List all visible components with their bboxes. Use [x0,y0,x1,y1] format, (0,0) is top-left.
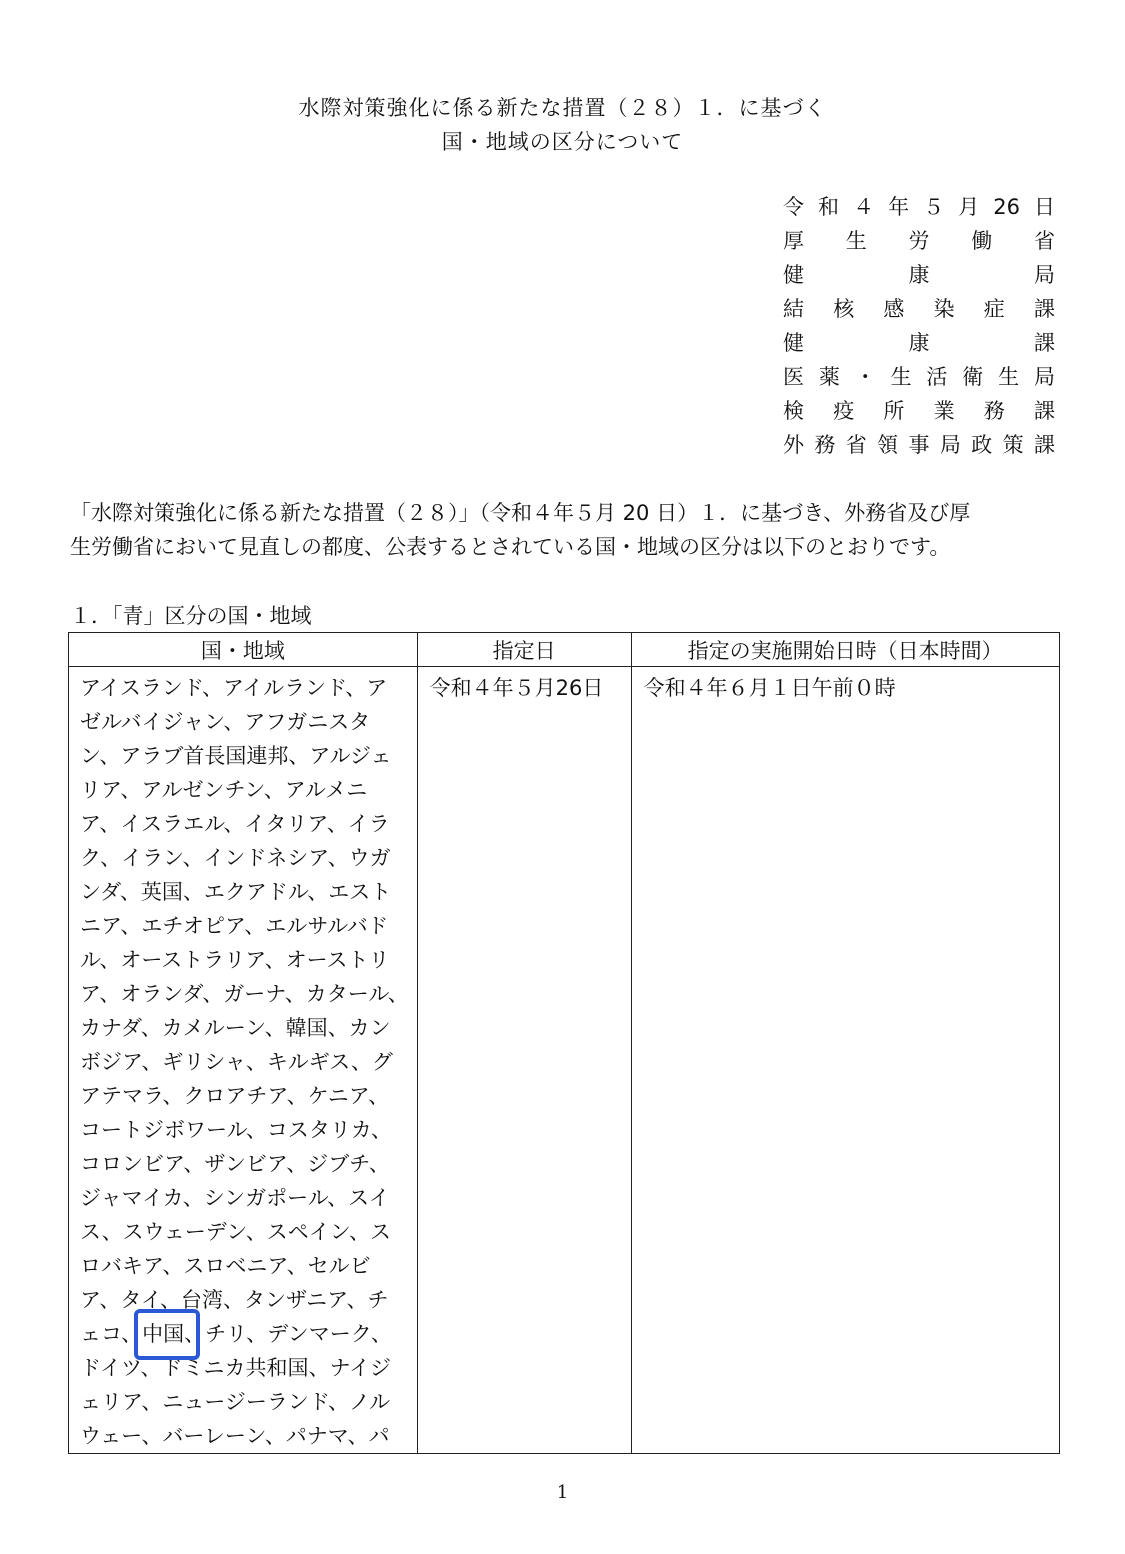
country-list-line: ニア、エチオピア、エルサルバド [80,914,389,938]
country-list [69,667,417,1453]
header-designation-date: 指定日 [417,633,631,667]
issuer-tb-division: 結核感染症課 [783,297,1055,321]
issue-date: 令和４年５月26日 [783,195,1055,219]
designation-date-cell [417,667,631,1454]
header-start-datetime: 指定の実施開始日時（日本時間） [631,633,1059,667]
issuer-health-bureau: 健康局 [783,263,1055,287]
country-list-line: ウェー、バーレーン、パナマ、パ [80,1424,390,1448]
country-list-line: コートジボワール、コスタリカ、 [80,1118,392,1142]
country-list-cell [69,667,418,1454]
section-heading: １．「青」区分の国・地域 [70,604,312,628]
country-list-line: ゼルバイジャン、アフガニスタ [80,710,371,734]
country-list-line: ア、タイ、台湾、タンザニア、チ [80,1288,389,1312]
country-list-line: リア、アルゼンチン、アルメニ [80,778,368,802]
country-list-line: ンダ、英国、エクアドル、エスト [80,880,392,904]
page-number: 1 [556,1482,569,1503]
country-list-line: ェコ、中国、チリ、デンマーク、 [80,1322,392,1346]
designation-date: 令和４年５月26日 [429,676,604,700]
issuer-mofa-division: 外務省領事局政策課 [783,433,1055,457]
country-list-line: ボジア、ギリシャ、キルギス、グ [80,1050,393,1074]
intro-line-1: 「水際対策強化に係る新たな措置（２８）」（令和４年５月 20 日）１．に基づき、外務省及び厚 [70,501,971,525]
country-list-line: ア、オランダ、ガーナ、カタール、 [80,982,409,1006]
country-list-line: ロバキア、スロベニア、セルビ [80,1254,371,1278]
header-country-region: 国・地域 [69,633,418,667]
issuer-quarantine-division: 検疫所業務課 [783,399,1055,423]
country-list-line: ジャマイカ、シンガポール、スイ [80,1186,390,1210]
document-title-line-1: 水際対策強化に係る新たな措置（２８）１．に基づく [298,96,827,120]
issuer-ministry-health: 厚生労働省 [783,229,1055,253]
start-datetime-cell [631,667,1059,1454]
issuer-pharma-bureau: 医薬・生活衛生局 [783,365,1055,389]
country-list-line: ア、イスラエル、イタリア、イラ [80,812,390,836]
country-list-line: ス、スウェーデン、スペイン、ス [80,1220,392,1244]
country-list-line: アイスランド、アイルランド、ア [80,676,388,700]
country-list-line: ン、アラブ首長国連邦、アルジェ [80,744,392,768]
intro-line-2: 生労働省において見直しの都度、公表するとされている国・地域の区分は以下のとおりです。 [70,535,951,559]
country-list-line: アテマラ、クロアチア、ケニア、 [80,1084,390,1108]
start-datetime: 令和４年６月１日午前０時 [643,676,896,700]
highlight-box-china [134,1309,200,1360]
country-region-table [68,632,1060,1454]
document-title-line-2: 国・地域の区分について [441,130,684,154]
country-list-line: ェリア、ニュージーランド、ノル [80,1390,391,1414]
country-list-line: ク、イラン、インドネシア、ウガ [80,846,391,870]
country-list-line: ル、オーストラリア、オーストリ [80,948,390,972]
country-list-line: ドイツ、ドミニカ共和国、ナイジ [80,1356,392,1380]
country-list-line: カナダ、カメルーン、韓国、カン [80,1016,391,1040]
issuer-health-division: 健康課 [783,331,1055,355]
country-list-line: コロンビア、ザンビア、ジブチ、 [80,1152,390,1176]
